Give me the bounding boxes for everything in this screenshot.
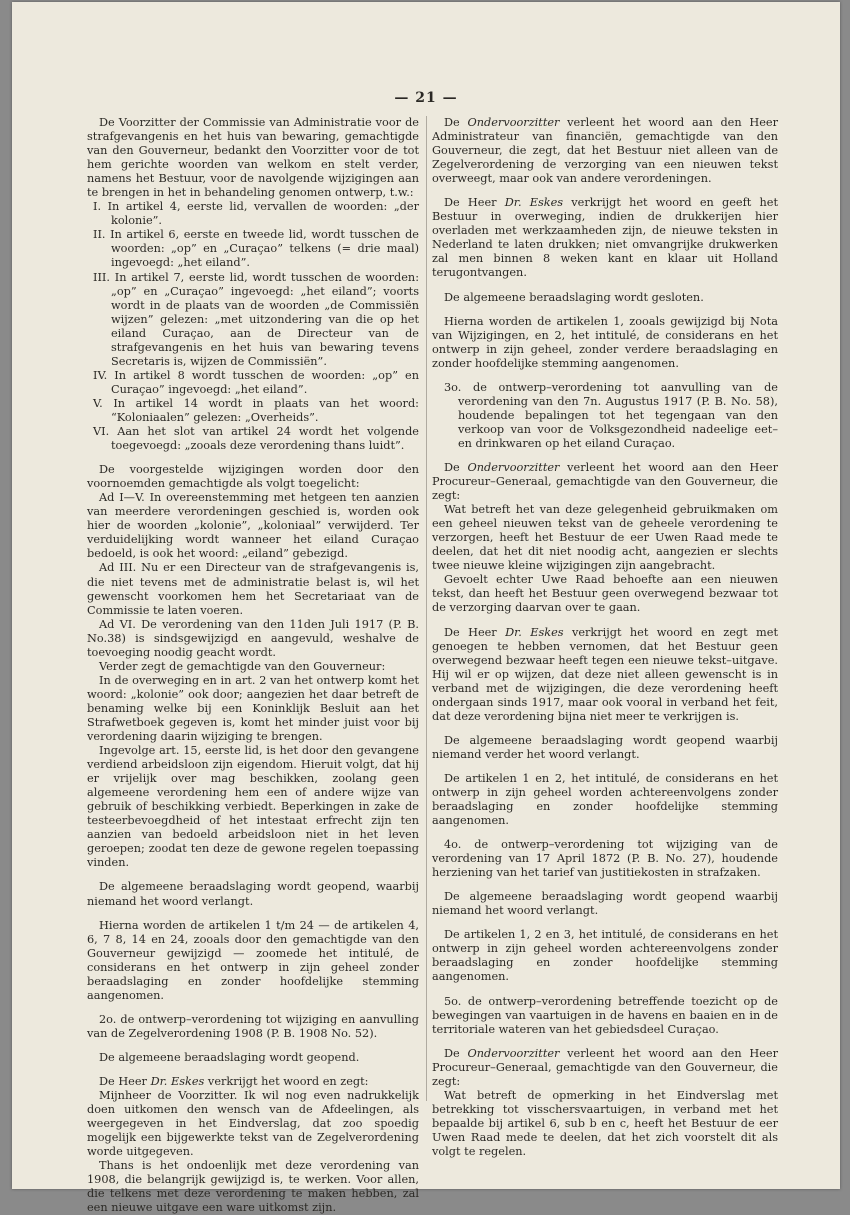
paragraph: Ad VI. De verordening van den 11den Juli 1917 (P. B. No.38) is sindsgewijzigd en aangevuld, weshalve de toevoeging noodig geacht wordt.	[87, 617, 419, 659]
paragraph: De algemeene beraadslaging wordt gesloten.	[444, 290, 704, 304]
paragraph: Verder zegt de gemachtigde van den Gouverneur:	[99, 659, 386, 673]
paragraph: De Voorzitter der Commissie van Administratie voor de strafgevangenis en het huis van bewaring, gemachtigde van den Gouverneur, bedankt den Voorzitter voor de tot hem gerichte woorden van welkom en stelt verder, namens het Bestuur, voor de navolgende wijzigingen aan te brengen in het in behandeling genomen ontwerp, t.w.:	[87, 116, 419, 200]
left-column	[87, 116, 419, 1215]
paragraph: Wat betreft het van deze gelegenheid gebruikmaken om een geheel nieuwen tekst van de geheele verordening te verzorgen, heeft het Bestuur de eer Uwen Raad mede te deelen, dat het dit niet noodig acht, aangezien er slechts twee nieuwe kleine wijzigingen zijn aangebracht.	[432, 503, 778, 573]
list-item: V. In artikel 14 wordt in plaats van het woord: “Koloniaalen” gelezen: „Overheids”.	[93, 396, 419, 424]
paragraph: Ad I—V. In overeenstemming met hetgeen ten aanzien van meerdere verordeningen geschied is, worden ook hier de woorden „kolonie”, „koloniaal” verwijderd. Ter verduidelijking wordt wanneer het eiland Curaçao bedoeld, is ook het woord: „eiland” gebezigd.	[87, 491, 419, 561]
speaker-name: Dr. Eskes	[505, 625, 564, 639]
text-run: verleent het woord aan den Heer Procureur–Generaal, gemachtigde van den Gouverneur, die zegt:	[432, 1046, 778, 1088]
speaker-name: Dr. Eskes	[150, 1075, 205, 1088]
speaker-role: Ondervoorzitter	[467, 116, 560, 129]
paragraph: De Heer Dr. Eskes verkrijgt het woord en zegt met genoegen te hebben vernomen, dat het Bestuur geen overwegend bezwaar heeft tegen een nieuwe tekst–uitgave. Hij wil er op wijzen, dat deze niet alleen gewenscht is in verband met de wijzigingen, die deze verordening heeft ondergaan sinds 1917, maar ook vooral in verband het feit, dat deze verordening bijna niet meer te verkrijgen is.	[432, 625, 778, 723]
paragraph: De algemeene beraadslaging wordt geopend waarbij niemand verder het woord verlangt.	[432, 733, 778, 761]
paragraph	[87, 1075, 419, 1089]
speaker-role: Ondervoorzitter	[467, 1046, 560, 1060]
paragraph: De Ondervoorzitter verleent het woord aan den Heer Procureur–Generaal, gemachtigde van den Gouverneur, die zegt:	[432, 1046, 778, 1088]
paragraph: De artikelen 1, 2 en 3, het intitulé, de considerans en het ontwerp in zijn geheel worden achtereenvolgens zonder beraadslaging en zonder hoofdelijke stemming aangenomen.	[432, 928, 778, 984]
paragraph: De artikelen 1 en 2, het intitulé, de considerans en het ontwerp in zijn geheel worden achtereenvolgens zonder beraadslaging en zonder hoofdelijke stemming aangenomen.	[432, 771, 778, 828]
paragraph: Ingevolge art. 15, eerste lid, is het door den gevangene verdiend arbeidsloon zijn eigendom. Hieruit volgt, dat hij er vrijelijk over mag beschikken, zoolang geen algemeene verordening hem een of andere wijze van gebruik of beschikking verbiedt. Beperkingen in zake de testeerbevoegdheid of het intestaat erfrecht zijn ten aanzien van bedoeld arbeidsloon niet in het leven geroepen; zoodat ten deze de gewone regelen toepassing vinden.	[87, 744, 419, 870]
paragraph: Hierna worden de artikelen 1 t/m 24 — de artikelen 4, 6, 7 8, 14 en 24, zooals door den gemachtigde van den Gouverneur gewijzigd — zoomede het intitulé, de considerans en het ontwerp in zijn geheel zonder beraadslaging en zonder hoofdelijke stemming aangenomen.	[87, 918, 419, 1002]
text-run: De Heer	[99, 1075, 151, 1088]
document-page	[12, 2, 840, 1215]
agenda-item: 3o. de ontwerp–verordening tot aanvulling van de verordening van den 7n. Augustus 1917 (P. B. No. 58), houdende bepalingen tot het tegengaan van den verkoop van voor de Volksgezondheid nadeelige eet– en drinkwaren op het eiland Curaçao.	[444, 380, 778, 450]
paragraph: De algemeene beraadslaging wordt geopend, waarbij niemand het woord verlangt.	[87, 880, 419, 908]
text-run: verkrijgt het woord en geeft het Bestuur in overweging, indien de drukkerijen hier overladen met werkzaamheden zijn, de nieuwe teksten in Nederland te laten drukken; niet omvangrijke drukwerken zal men binnen 8 weken kant en klaar uit Holland terugontvangen.	[432, 196, 778, 280]
paragraph: De Heer Dr. Eskes verkrijgt het woord en geeft het Bestuur in overweging, indien de drukkerijen hier overladen met werkzaamheden zijn, de nieuwe teksten in Nederland te laten drukken; niet omvangrijke drukwerken zal men binnen 8 weken kant en klaar uit Holland terugontvangen.	[432, 196, 778, 280]
text-run: verleent het woord aan den Heer Administrateur van financiën, gemachtigde van den Gouverneur, die zegt, dat het Bestuur niet alleen van de Zegelverordening de verzorging van een nieuwen tekst overweegt, maar ook van andere verordeningen.	[432, 116, 778, 186]
column-divider	[426, 116, 427, 1101]
paragraph: Wat betreft de opmerking in het Eindverslag met betrekking tot visschersvaartuigen, in verband met het bepaalde bij artikel 6, sub b en c, heeft het Bestuur de eer Uwen Raad mede te deelen, dat het zich voorstelt dit als volgt te regelen.	[432, 1088, 778, 1158]
paragraph: De algemeene beraadslaging wordt geopend.	[99, 1050, 360, 1064]
page-number: — 21 —	[394, 90, 458, 106]
agenda-item: 5o. de ontwerp–verordening betreffende toezicht op de bewegingen van vaartuigen in de havens en baaien en in de territoriale wateren van het gebiedsdeel Curaçao.	[432, 994, 778, 1036]
text-run: verkrijgt het woord en zegt met genoegen te hebben vernomen, dat het Bestuur geen overwegend bezwaar heeft tegen een nieuwe tekst–uitgave. Hij wil er op wijzen, dat deze niet alleen gewenscht is in verband met de wijzigingen, die deze verordening heeft ondergaan sinds 1917, maar ook vooral in verband het feit, dat deze verordening bijna niet meer te verkrijgen is.	[432, 625, 778, 723]
list-item: II. In artikel 6, eerste en tweede lid, wordt tusschen de woorden: „op” en „Curaçao” telkens (= drie maal) ingevoegd: „het eiland”.	[93, 228, 419, 270]
speaker-name: Dr. Eskes	[504, 196, 564, 210]
paragraph: In de overweging en in art. 2 van het ontwerp komt het woord: „kolonie” ook door; aangezien het daar betreft de benaming welke bij een Koninklijk Besluit aan het Strafwetboek gegeven is, komt het minder juist voor bij verordening daarin wijziging te brengen.	[87, 673, 419, 744]
speaker-role: Ondervoorzitter	[467, 460, 560, 474]
text-run: verleent het woord aan den Heer Procureur–Generaal, gemachtigde van den Gouverneur, die zegt:	[432, 460, 778, 503]
paragraph: De Ondervoorzitter verleent het woord aan den Heer Procureur–Generaal, gemachtigde van den Gouverneur, die zegt:	[432, 460, 778, 503]
agenda-item: 2o. de ontwerp–verordening tot wijziging en aanvulling van de Zegelverordening 1908 (P. B. 1908 No. 52).	[87, 1012, 419, 1040]
agenda-item: 4o. de ontwerp–verordening tot wijziging van de verordening van 17 April 1872 (P. B. No. 27), houdende herziening van het tarief van justitiekosten in strafzaken.	[432, 838, 778, 880]
paragraph: Hierna worden de artikelen 1, zooals gewijzigd bij Nota van Wijzigingen, en 2, het intitulé, de considerans en het ontwerp in zijn geheel, zonder verdere beraadslaging en zonder hoofdelijke stemming aangenomen.	[432, 314, 778, 370]
paragraph: De Ondervoorzitter verleent het woord aan den Heer Administrateur van financiën, gemachtigde van den Gouverneur, die zegt, dat het Bestuur niet alleen van de Zegelverordening de verzorging van een nieuwen tekst overweegt, maar ook van andere verordeningen.	[432, 116, 778, 186]
list-item: III. In artikel 7, eerste lid, wordt tusschen de woorden: „op” en „Curaçao” ingevoegd: „het eiland”; voorts wordt in de plaats van de woorden „de Commissiën wijzen” gelezen: „met uitzondering van die op het eiland Curaçao, aan de Directeur van de strafgevangenis en het huis van bewaring tevens Secretaris is, wijzen de Commissiën”.	[93, 270, 419, 368]
paragraph: De voorgestelde wijzigingen worden door den voornoemden gemachtigde als volgt toegelicht:	[87, 463, 419, 491]
right-column	[432, 116, 778, 1159]
paragraph: Thans is het ondoenlijk met deze verordening van 1908, die belangrijk gewijzigd is, te werken. Voor allen, die telkens met deze verordening te maken hebben, zal een nieuwe uitgave een ware uitkomst zijn.	[87, 1159, 419, 1215]
amendment-list	[87, 200, 419, 453]
paragraph: Gevoelt echter Uwe Raad behoefte aan een nieuwen tekst, dan heeft het Bestuur geen overwegend bezwaar tot de verzorging daarvan over te gaan.	[432, 573, 778, 615]
paragraph: Mijnheer de Voorzitter. Ik wil nog even nadrukkelijk doen uitkomen den wensch van de Afdeelingen, als weergegeven in het Eindverslag, dat zoo spoedig mogelijk een bijgewerkte tekst van de Zegelverordening worde uitgegeven.	[87, 1089, 419, 1159]
paragraph: Ad III. Nu er een Directeur van de strafgevangenis is, die niet tevens met de administratie belast is, wil het gewenscht voorkomen hem het Secretariaat van de Commissie te laten voeren.	[87, 561, 419, 617]
paragraph: De algemeene beraadslaging wordt geopend waarbij niemand het woord verlangt.	[432, 890, 778, 918]
list-item: VI. Aan het slot van artikel 24 wordt het volgende toegevoegd: „zooals deze verordening thans luidt”.	[93, 425, 419, 453]
list-item: IV. In artikel 8 wordt tusschen de woorden: „op” en Curaçao” ingevoegd: „het eiland”.	[93, 368, 419, 396]
list-item: I. In artikel 4, eerste lid, vervallen de woorden: „der kolonie”.	[93, 200, 419, 228]
text-run: verkrijgt het woord en zegt:	[204, 1075, 369, 1088]
